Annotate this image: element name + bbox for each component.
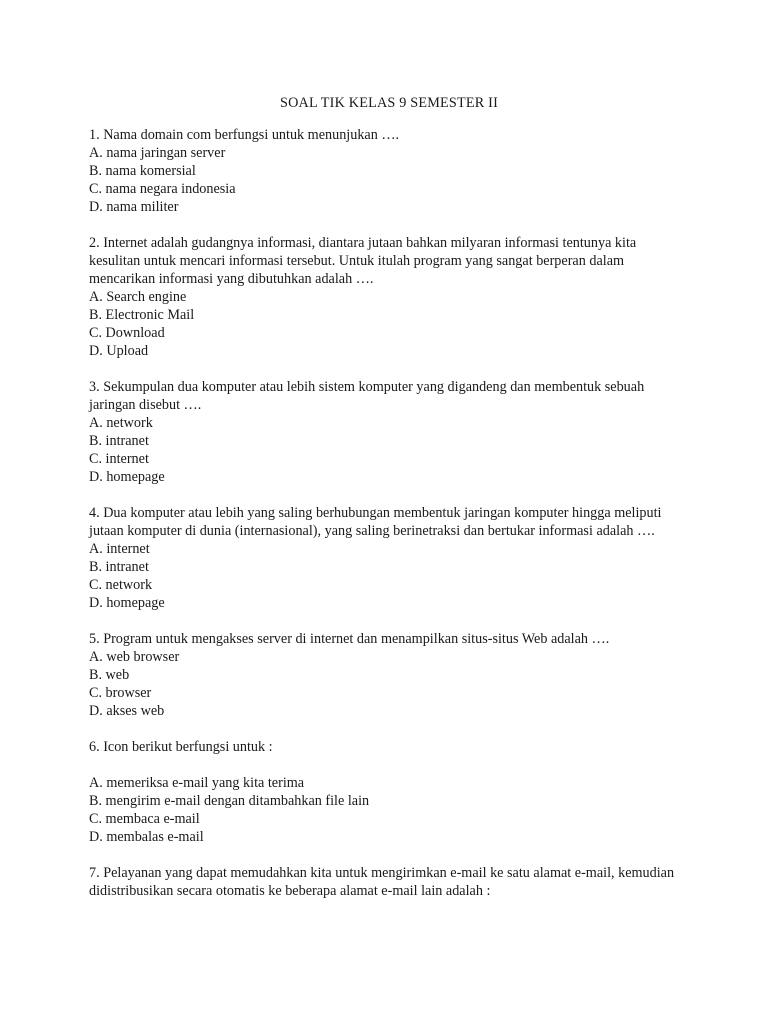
question-6 [89, 738, 689, 846]
question-3 [89, 378, 689, 486]
question-1 [89, 126, 689, 216]
question-text: 4. Dua komputer atau lebih yang saling berhubungan membentuk jaringan komputer hingga meliputi jutaan komputer di dunia (internasional), yang saling berinetraksi dan bertukar informasi adalah …. [89, 505, 662, 539]
question-text: 6. Icon berikut berfungsi untuk : [89, 739, 273, 755]
question-text: 7. Pelayanan yang dapat memudahkan kita untuk mengirimkan e-mail ke satu alamat e-mail, kemudian didistribusikan secara otomatis ke beberapa alamat e-mail lain adalah : [89, 865, 675, 899]
answer-options [89, 288, 689, 360]
answer-options [89, 648, 689, 720]
answer-option: C. internet [89, 451, 149, 467]
answer-option: B. nama komersial [89, 163, 196, 179]
question-text: 3. Sekumpulan dua komputer atau lebih sistem komputer yang digandeng dan membentuk sebuah jaringan disebut …. [89, 379, 645, 413]
answer-option: C. network [89, 577, 153, 593]
answer-option: D. homepage [89, 595, 165, 611]
answer-option: B. web [89, 667, 130, 683]
question-2 [89, 234, 689, 360]
answer-option: A. network [89, 415, 153, 431]
answer-options [89, 144, 689, 216]
answer-option: D. membalas e-mail [89, 829, 204, 845]
question-7 [89, 864, 689, 900]
answer-option: A. nama jaringan server [89, 145, 226, 161]
answer-option: D. homepage [89, 469, 165, 485]
answer-option: D. nama militer [89, 199, 179, 215]
answer-option: C. nama negara indonesia [89, 181, 236, 197]
answer-option: A. internet [89, 541, 150, 557]
answer-option: C. Download [89, 325, 165, 341]
answer-option: D. Upload [89, 343, 149, 359]
answer-options [89, 540, 689, 612]
question-text: 5. Program untuk mengakses server di internet dan menampilkan situs-situs Web adalah …. [89, 631, 610, 647]
answer-option: B. intranet [89, 433, 149, 449]
answer-option: A. web browser [89, 649, 180, 665]
question-4 [89, 504, 689, 612]
document-page [89, 94, 689, 918]
answer-option: B. Electronic Mail [89, 307, 195, 323]
answer-option: B. intranet [89, 559, 149, 575]
icon-placeholder [89, 756, 689, 774]
document-title: SOAL TIK KELAS 9 SEMESTER II [279, 95, 499, 111]
question-5 [89, 630, 689, 720]
answer-option: A. memeriksa e-mail yang kita terima [89, 775, 305, 791]
answer-option: A. Search engine [89, 289, 187, 305]
answer-option: B. mengirim e-mail dengan ditambahkan file lain [89, 793, 370, 809]
answer-options [89, 414, 689, 486]
answer-option: C. browser [89, 685, 152, 701]
question-text: 1. Nama domain com berfungsi untuk menunjukan …. [89, 127, 400, 143]
question-text: 2. Internet adalah gudangnya informasi, diantara jutaan bahkan milyaran informasi tentunya kita kesulitan untuk mencari informasi tersebut. Untuk itulah program yang sangat berperan dalam mencarikan informasi yang dibutuhkan adalah …. [89, 235, 637, 287]
answer-option: D. akses web [89, 703, 165, 719]
answer-option: C. membaca e-mail [89, 811, 200, 827]
answer-options [89, 774, 689, 846]
